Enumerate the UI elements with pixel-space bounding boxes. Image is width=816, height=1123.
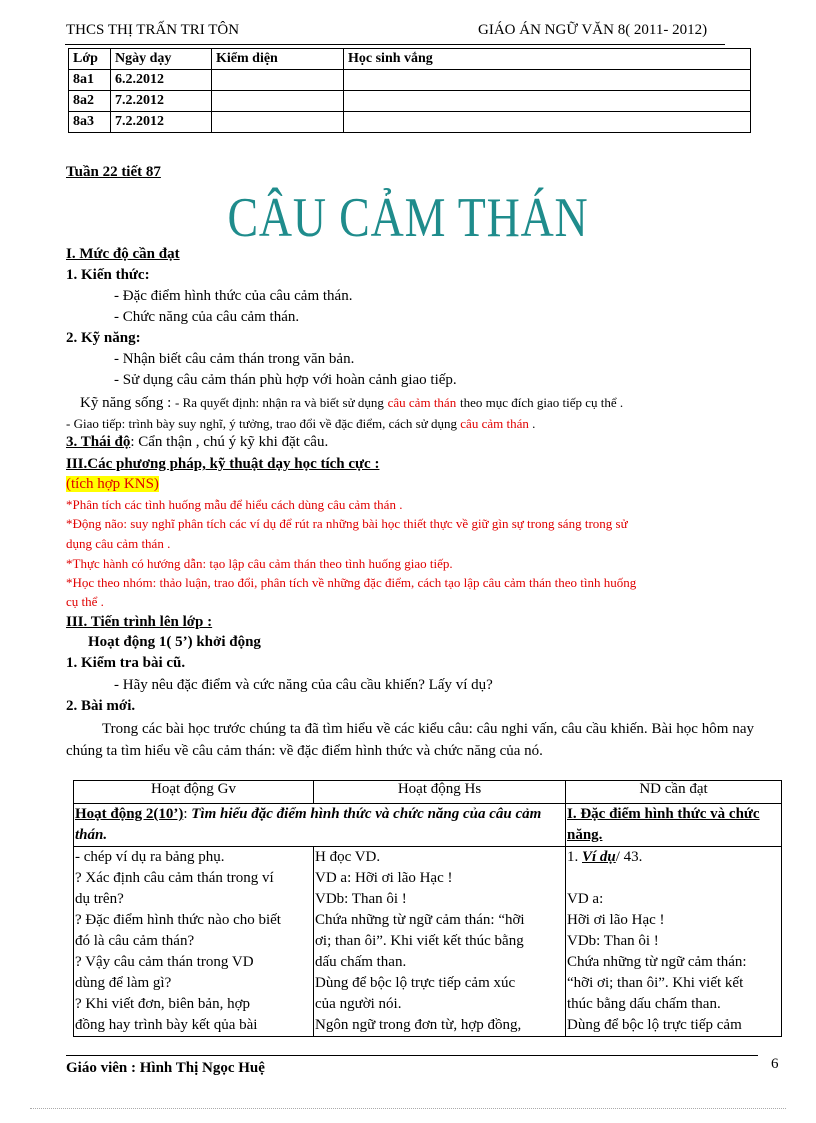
lesson-table-header-row: [74, 781, 782, 804]
attendance-row: [69, 70, 751, 91]
review-heading: 1. Kiểm tra bài cũ.: [66, 655, 186, 671]
method-item: *Động não: suy nghĩ phân tích các ví dụ để rút ra những bài học thiết thực về giữ gìn sự trong sáng trong sử: [66, 516, 628, 531]
content-line: [567, 868, 780, 889]
attendance-header-cell: Ngày dạy: [111, 49, 212, 70]
knowledge-item: - Chức năng của câu cảm thán.: [114, 309, 300, 325]
life-skill-decision: [80, 395, 623, 412]
example-heading: [567, 847, 780, 868]
student-line: Ngôn ngữ trong đơn từ, hợp đồng,: [315, 1017, 522, 1033]
decision-term: câu cảm thán: [387, 395, 457, 410]
student-line: VD a: Hỡi ơi lão Hạc !: [315, 870, 453, 886]
class-cell: 8a1: [69, 70, 111, 91]
activity-2-title: Tìm hiểu đặc điểm hình thức và chức năng của câu cảm thán.: [75, 806, 542, 843]
example-number: 1.: [567, 849, 579, 865]
teacher-line: ? Vậy câu cảm thán trong VD: [75, 954, 254, 970]
attendance-row: [69, 91, 751, 112]
teacher-name: Giáo viên : Hình Thị Ngọc Huệ: [66, 1060, 265, 1076]
student-line: ơi; than ôi”. Khi viết kết thúc bằng: [315, 933, 524, 949]
student-line: dấu chấm than.: [315, 954, 407, 970]
student-activity-header: Hoạt động Hs: [314, 781, 566, 804]
teacher-activity-header: Hoạt động Gv: [74, 781, 314, 804]
absent-cell: [344, 112, 751, 133]
activity-2-label: Hoạt động 2(10’): [75, 806, 184, 822]
example-label: Ví dụ: [582, 849, 616, 865]
attendance-header-cell: Lớp: [69, 49, 111, 70]
methods-heading: III.Các phương pháp, kỹ thuật dạy học tích cực :: [66, 456, 380, 472]
section-heading-cell: [566, 804, 782, 847]
week-label: Tuần 22 tiết 87: [66, 164, 161, 180]
teacher-line: ? Đặc điểm hình thức nào cho biết: [75, 912, 281, 928]
student-line: Chứa những từ ngữ cảm thán: “hỡi: [315, 912, 525, 928]
life-skill-communication: [66, 416, 535, 432]
footer-rule: [66, 1055, 758, 1056]
activity-content-row: [74, 847, 782, 1037]
content-header: ND cần đạt: [566, 781, 782, 804]
teacher-line: ? Khi viết đơn, biên bản, hợp: [75, 996, 250, 1012]
content-line: thúc bằng dấu chấm than.: [567, 996, 721, 1012]
attitude-heading: 3. Thái độ: [66, 434, 131, 450]
skills-heading: 2. Kỹ năng:: [66, 330, 141, 346]
date-cell: 6.2.2012: [111, 70, 212, 91]
lesson-title: CÂU CẢM THÁN: [227, 187, 589, 249]
kns-note: [66, 476, 159, 493]
activity-2-row: [74, 804, 782, 847]
teacher-line: ? Xác định câu cảm thán trong ví: [75, 870, 274, 886]
method-item: *Học theo nhóm: thảo luận, trao đổi, phân tích về những đặc điểm, cách tạo lập câu cảm thán theo tình huống: [66, 575, 637, 590]
content-line: VD a:: [567, 891, 604, 907]
teacher-line: đồng hay trình bày kết qủa bài: [75, 1017, 258, 1033]
absent-cell: [344, 91, 751, 112]
intro-paragraph: Trong các bài học trước chúng ta đã tìm hiểu về các kiểu câu: câu nghi vấn, câu cầu khiến. Bài học hôm nay chúng ta tìm hiểu về câu cảm thán: về đặc điểm hình thức và chức năng của nó.: [66, 721, 754, 759]
section-heading: I. Đặc điểm hình thức và chức năng.: [567, 806, 760, 843]
kns-highlight: (tích hợp KNS): [66, 476, 159, 492]
student-line: Dùng để bộc lộ trực tiếp cảm xúc: [315, 975, 516, 991]
method-item: cụ thể .: [66, 594, 104, 609]
life-skills-lead: Kỹ năng sống :: [80, 395, 172, 411]
class-cell: 8a3: [69, 112, 111, 133]
page-number: 6: [771, 1056, 779, 1072]
absent-cell: [344, 70, 751, 91]
new-lesson-heading: 2. Bài mới.: [66, 698, 136, 714]
method-item: *Thực hành có hướng dẫn: tạo lập câu cảm thán theo tình huống giao tiếp.: [66, 556, 453, 571]
communication-text: - Giao tiếp: trình bày suy nghĩ, ý tưởng, trao đổi về đặc điểm, cách sử dụng: [66, 416, 458, 431]
decision-text-end: theo mục đích giao tiếp cụ thể .: [459, 395, 624, 410]
attendance-check-cell: [212, 112, 344, 133]
lesson-plan-label: GIÁO ÁN NGỮ VĂN 8( 2011- 2012): [478, 22, 708, 38]
attendance-row: [69, 112, 751, 133]
procedure-heading: III. Tiến trình lên lớp :: [66, 614, 213, 630]
content-line: Chứa những từ ngữ cảm thán:: [567, 954, 747, 970]
method-item: *Phân tích các tình huống mẫu để hiểu cách dùng câu cảm thán .: [66, 497, 403, 512]
attendance-header-row: [69, 49, 751, 70]
method-item: dụng câu cảm thán .: [66, 536, 171, 551]
class-cell: 8a2: [69, 91, 111, 112]
lesson-activity-table: [73, 780, 782, 1037]
content-line: Hỡi ơi lão Hạc !: [567, 912, 665, 928]
attendance-check-cell: [212, 70, 344, 91]
activity-2-separator: :: [183, 806, 192, 822]
teacher-activity-cell: [74, 847, 314, 1037]
attendance-table: [68, 48, 751, 133]
date-cell: 7.2.2012: [111, 91, 212, 112]
activity-1-heading: Hoạt động 1( 5’) khởi động: [88, 634, 261, 650]
teacher-line: đó là câu cảm thán?: [75, 933, 195, 949]
teacher-line: dùng để làm gì?: [75, 975, 172, 991]
activity-2-cell: [74, 804, 566, 847]
attitude-text: : Cẩn thận , chú ý kỹ khi đặt câu.: [130, 434, 329, 450]
knowledge-item: - Đặc điểm hình thức của câu cảm thán.: [114, 288, 353, 304]
communication-text-end: .: [532, 416, 536, 431]
teacher-line: - chép ví dụ ra bảng phụ.: [75, 849, 225, 865]
skills-item: - Nhận biết câu cảm thán trong văn bản.: [114, 351, 355, 367]
knowledge-heading: 1. Kiến thức:: [66, 267, 150, 283]
header-rule: [65, 44, 725, 45]
student-line: H đọc VD.: [315, 849, 381, 865]
review-question: - Hãy nêu đặc điểm và cức năng của câu cầu khiến? Lấy ví dụ?: [114, 677, 493, 693]
student-line: của người nói.: [315, 996, 402, 1012]
attitude-line: [66, 434, 328, 451]
example-ref: / 43.: [615, 849, 643, 865]
content-line: Dùng để bộc lộ trực tiếp cảm: [567, 1017, 742, 1033]
student-activity-cell: [314, 847, 566, 1037]
content-line: “hỡi ơi; than ôi”. Khi viết kết: [567, 975, 744, 991]
communication-term: câu cảm thán: [460, 416, 529, 431]
objectives-heading: I. Mức độ cần đạt: [66, 246, 180, 262]
decision-text: - Ra quyết định: nhận ra và biết sử dụng: [175, 395, 384, 410]
attendance-check-cell: [212, 91, 344, 112]
student-line: VDb: Than ôi !: [315, 891, 407, 907]
content-cell: [566, 847, 782, 1037]
attendance-header-cell: Kiểm diện: [212, 49, 344, 70]
attendance-header-cell: Học sinh vắng: [344, 49, 751, 70]
content-line: VDb: Than ôi !: [567, 933, 659, 949]
school-name: THCS THỊ TRẤN TRI TÔN: [66, 22, 240, 38]
date-cell: 7.2.2012: [111, 112, 212, 133]
teacher-line: dụ trên?: [75, 891, 124, 907]
skills-item: - Sử dụng câu cảm thán phù hợp với hoàn cảnh giao tiếp.: [114, 372, 457, 388]
page-bottom-dotted-line: [30, 1108, 786, 1109]
